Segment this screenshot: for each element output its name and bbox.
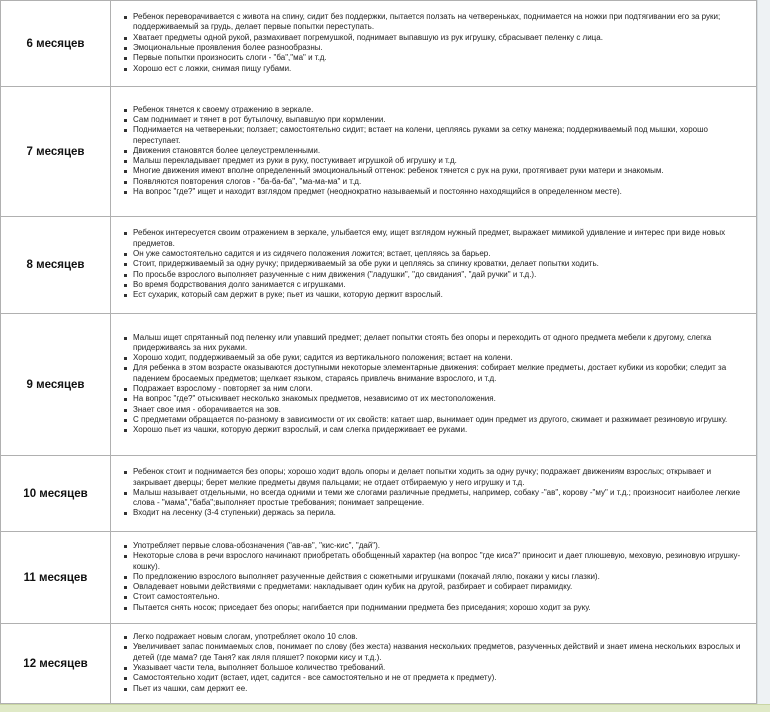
milestone-item: Во время бодрствования долго занимается с игрушками. xyxy=(133,280,750,290)
milestone-list xyxy=(121,541,750,613)
milestone-list xyxy=(121,632,750,694)
age-cell: 12 месяцев xyxy=(1,624,111,704)
milestone-item: Входит на лесенку (3-4 ступеньки) держась за перила. xyxy=(133,508,750,518)
milestone-item: Стоит, придерживаемый за одну ручку; придерживаемый за обе руки и цепляясь за спинку кроватки, делает попытки ходить. xyxy=(133,259,750,269)
milestone-item: Хорошо пьет из чашки, которую держит взрослый, и сам слегка придерживает ее руками. xyxy=(133,425,750,435)
milestone-item: Подражает взрослому - повторяет за ним слоги. xyxy=(133,384,750,394)
milestone-item: Овладевает новыми действиями с предметами: накладывает один кубик на другой, разбирает и собирает пирамидку. xyxy=(133,582,750,592)
milestone-item: Многие движения имеют вполне определенный эмоциональный оттенок: ребенок тянется с рук на руки, протягивает руки матери и знакомым. xyxy=(133,166,750,176)
table-row xyxy=(1,456,757,532)
milestone-item: Стоит самостоятельно. xyxy=(133,592,750,602)
milestone-item: На вопрос "где?" ищет и находит взглядом предмет (неоднократно называемый и постоянно находящийся в определенном месте). xyxy=(133,187,750,197)
milestone-item: Ест сухарик, который сам держит в руке; пьет из чашки, которую держит взрослый. xyxy=(133,290,750,300)
milestone-item: Хорошо ест с ложки, снимая пищу губами. xyxy=(133,64,750,74)
milestone-item: Легко подражает новым слогам, употребляет около 10 слов. xyxy=(133,632,750,642)
milestone-item: Знает свое имя - оборачивается на зов. xyxy=(133,405,750,415)
milestone-item: Для ребенка в этом возрасте оказываются доступными некоторые элементарные движения: собирает мелкие предметы, достает кубики из коробки; следит за падением бросаемых предметов; щелкает языком, стараясь привлечь внимание взрослого, и т.д. xyxy=(133,363,750,384)
milestone-item: Хватает предметы одной рукой, размахивает погремушкой, поднимает выпавшую из рук игрушку, сбрасывает пеленку с лица. xyxy=(133,33,750,43)
milestone-item: По просьбе взрослого выполняет разученные с ним движения ("ладушки", "до свидания", "дай ручки" и т.д.). xyxy=(133,270,750,280)
milestone-item: Эмоциональные проявления более разнообразны. xyxy=(133,43,750,53)
milestone-item: Хорошо ходит, поддерживаемый за обе руки; садится из вертикального положения; встает на колени. xyxy=(133,353,750,363)
milestone-item: Движения становятся более целеустремленными. xyxy=(133,146,750,156)
milestones-cell xyxy=(111,532,757,624)
age-cell: 11 месяцев xyxy=(1,532,111,624)
milestone-list xyxy=(121,467,750,518)
age-cell: 8 месяцев xyxy=(1,217,111,314)
milestone-item: Поднимается на четвереньки; ползает; самостоятельно сидит; встает на колени, цепляясь руками за сетку манежа; поддерживаемый под мышки, хорошо переступает. xyxy=(133,125,750,146)
milestone-list xyxy=(121,333,750,436)
milestone-item: Малыш перекладывает предмет из руки в руку, постукивает игрушкой об игрушку и т.д. xyxy=(133,156,750,166)
milestone-item: Указывает части тела, выполняет большое количество требований. xyxy=(133,663,750,673)
milestone-item: Ребенок переворачивается с живота на спину, сидит без поддержки, пытается ползать на четвереньках, поднимается на ножки при подтягивании его за руки; поддерживаемый за грудь, делает первые попытки переступать. xyxy=(133,12,750,33)
milestones-cell xyxy=(111,217,757,314)
table-row xyxy=(1,87,757,217)
milestone-item: Сам поднимает и тянет в рот бутылочку, выпавшую при кормлении. xyxy=(133,115,750,125)
milestone-item: Увеличивает запас понимаемых слов, понимает по слову (без жеста) названия нескольких предметов, разученных действий и знает имена нескольких взрослых и детей (где мама? где Таня? как ляля пляшет? покорми кису и т.д.). xyxy=(133,642,750,663)
development-table-body xyxy=(1,1,757,704)
milestones-cell xyxy=(111,87,757,217)
milestone-item: Малыш ищет спрятанный под пеленку или упавший предмет; делает попытки стоять без опоры и переходить от одного предмета мебели к другому, слегка придерживаясь за них руками. xyxy=(133,333,750,354)
milestone-list xyxy=(121,228,750,300)
milestones-cell xyxy=(111,456,757,532)
milestone-item: На вопрос "где?" отыскивает несколько знакомых предметов, независимо от их местоположения. xyxy=(133,394,750,404)
milestone-item: С предметами обращается по-разному в зависимости от их свойств: катает шар, вынимает один предмет из другого, сжимает и разжимает резиновую игрушку. xyxy=(133,415,750,425)
milestone-item: Ребенок тянется к своему отражению в зеркале. xyxy=(133,105,750,115)
milestones-cell xyxy=(111,624,757,704)
page-right-margin xyxy=(757,0,770,711)
milestone-item: По предложению взрослого выполняет разученные действия с сюжетными игрушками (покачай лялю, покажи у кисы глазки). xyxy=(133,572,750,582)
milestones-cell xyxy=(111,1,757,87)
age-cell: 10 месяцев xyxy=(1,456,111,532)
table-row xyxy=(1,217,757,314)
milestone-item: Самостоятельно ходит (встает, идет, садится - все самостоятельно и не от предмета к предмету). xyxy=(133,673,750,683)
table-row xyxy=(1,532,757,624)
table-row xyxy=(1,1,757,87)
age-cell: 9 месяцев xyxy=(1,314,111,456)
milestone-list xyxy=(121,105,750,198)
age-cell: 6 месяцев xyxy=(1,1,111,87)
milestone-item: Пьет из чашки, сам держит ее. xyxy=(133,684,750,694)
milestone-item: Ребенок стоит и поднимается без опоры; хорошо ходит вдоль опоры и делает попытки ходить за одну ручку; подражает движениям взрослых; открывает и закрывает дверцы; берет мелкие предметы двумя пальцами; не отдает отбираемую у него игрушку и т.д. xyxy=(133,467,750,488)
table-row xyxy=(1,314,757,456)
milestone-item: Ребенок интересуется своим отражением в зеркале, улыбается ему, ищет взглядом нужный предмет, выражает мимикой удивление и интерес при виде новых предметов. xyxy=(133,228,750,249)
milestone-item: Пытается снять носок; приседает без опоры; нагибается при поднимании предмета без приседания; хорошо ходит за руку. xyxy=(133,603,750,613)
milestone-item: Первые попытки произносить слоги - "ба","ма" и т.д. xyxy=(133,53,750,63)
milestone-item: Он уже самостоятельно садится и из сидячего положения ложится; встает, цепляясь за барьер. xyxy=(133,249,750,259)
milestones-cell xyxy=(111,314,757,456)
milestone-item: Некоторые слова в речи взрослого начинают приобретать обобщенный характер (на вопрос "где киса?" приносит и дает плюшевую, меховую, резиновую игрушку-кошку). xyxy=(133,551,750,572)
table-row xyxy=(1,624,757,704)
milestone-item: Появляются повторения слогов - "ба-ба-ба", "ма-ма-ма" и т.д. xyxy=(133,177,750,187)
milestone-list xyxy=(121,12,750,74)
age-cell: 7 месяцев xyxy=(1,87,111,217)
milestone-item: Употребляет первые слова-обозначения ("ав-ав", "кис-кис", "дай"). xyxy=(133,541,750,551)
milestone-item: Малыш называет отдельными, но всегда одними и теми же слогами различные предметы, например, собаку -"ав", корову -"му" и т.д.; произносит наиболее легкие слова - "мама","баба";выполняет простые требования; понимает запрещение. xyxy=(133,488,750,509)
